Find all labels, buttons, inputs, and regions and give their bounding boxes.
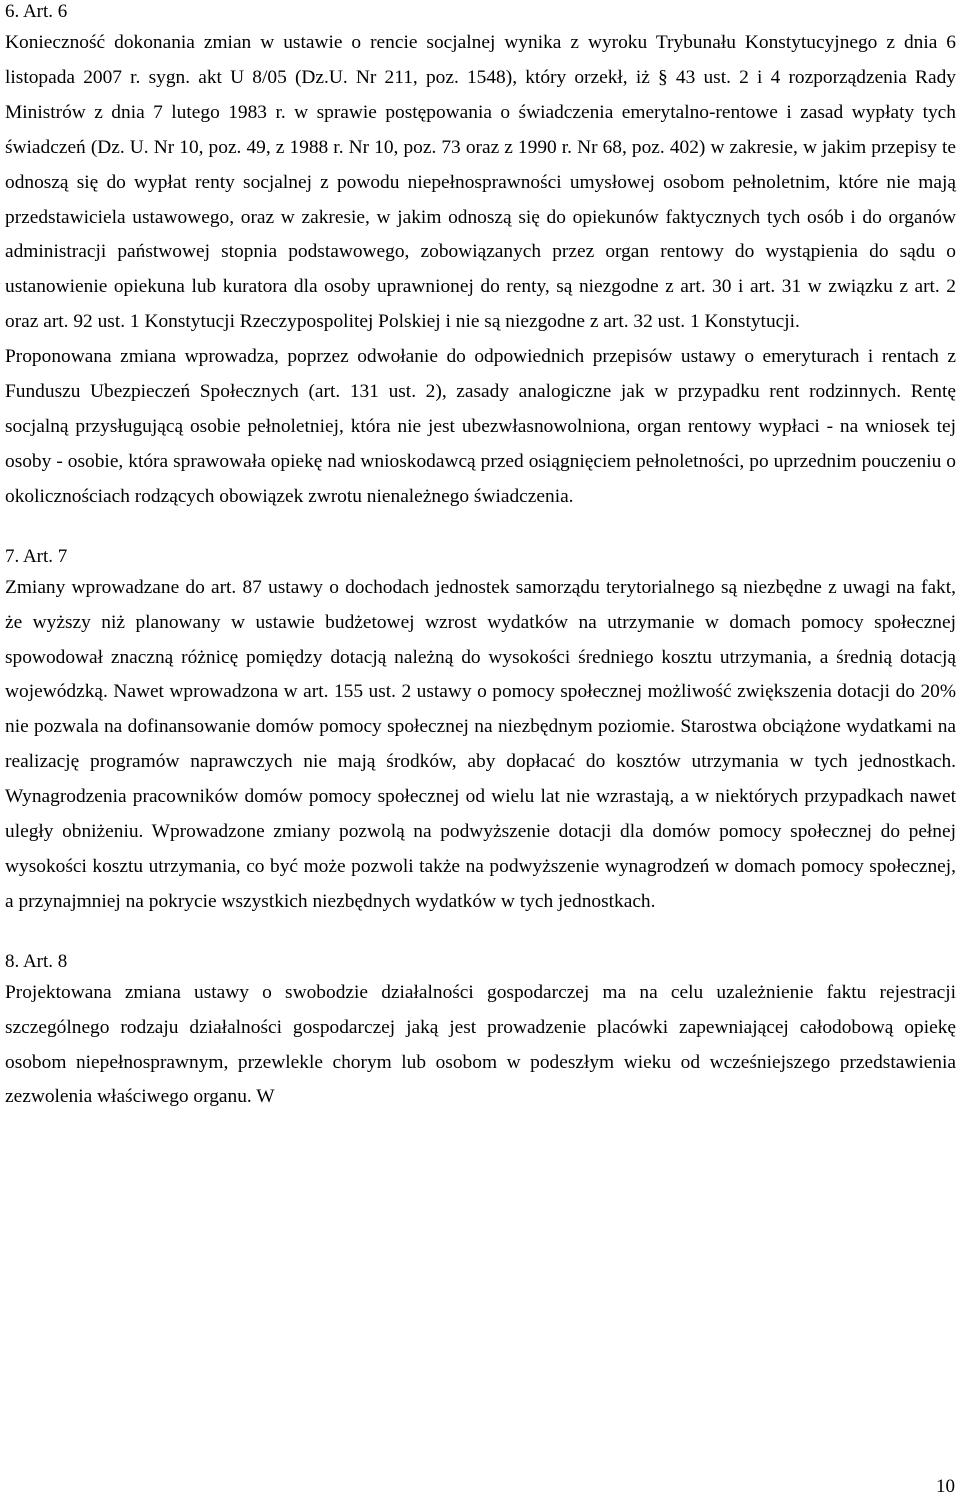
section-heading: 8. Art. 8 — [5, 950, 68, 972]
section-heading: 6. Art. 6 — [5, 1, 68, 22]
paragraph: Proponowana zmiana wprowadza, poprzez odwołanie do odpowiednich przepisów ustawy o emeryturach i rentach z Funduszu Ubezpieczeń Społecznych (art. 131 ust. 2), zasady analogiczne jak w przypadku rent rodzinnych. Rentę socjalną przysługującą osobie pełnoletniej, która nie jest ubezwłasnowolniona, organ rentowy wypłaci - na wniosek tej osoby - osobie, która sprawowała opiekę nad wnioskodawcą przed osiągnięciem pełnoletności, po uprzednim pouczeniu o okolicznościach rodzących obowiązek zwrotu nienależnego świadczenia. — [5, 346, 956, 507]
section-spacer — [5, 920, 956, 950]
paragraph: Konieczność dokonania zmian w ustawie o rencie socjalnej wynika z wyroku Trybunału Konstytucyjnego z dnia 6 listopada 2007 r. sygn. akt U 8/05 (Dz.U. Nr 211, poz. 1548), który orzekł, iż § 43 ust. 2 i 4 rozporządzenia Rady Ministrów z dnia 7 lutego 1983 r. w sprawie postępowania o świadczenia emerytalno-rentowe i zasad wypłaty tych świadczeń (Dz. U. Nr 10, poz. 49, z 1988 r. Nr 10, poz. 73 oraz z 1990 r. Nr 68, poz. 402) w zakresie, w jakim przepisy te odnoszą się do wypłat renty socjalnej z powodu niepełnosprawności umysłowej osobom pełnoletnim, które nie mają przedstawiciela ustawowego, oraz w zakresie, w jakim odnoszą się do opiekunów faktycznych tych osób i do organów administracji państwowej stopnia podstawowego, zobowiązanych przez organ rentowy do wystąpienia do sądu o ustanowienie opiekuna lub kuratora dla osoby uprawnionej do renty, są niezgodne z art. 30 i art. 31 w związku z art. 2 oraz art. 92 ust. 1 Konstytucji Rzeczypospolitej Polskiej i nie są niezgodne z art. 32 ust. 1 Konstytucji. — [5, 32, 956, 333]
section-art-8 — [5, 950, 956, 1116]
section-art-6 — [5, 0, 956, 515]
paragraph: Zmiany wprowadzane do art. 87 ustawy o dochodach jednostek samorządu terytorialnego są niezbędne z uwagi na fakt, że wyższy niż planowany w ustawie budżetowej wzrost wydatków na utrzymanie w domach pomocy społecznej spowodował znaczną różnicę pomiędzy dotacją należną do wysokości średniego kosztu utrzymania, a średnią dotacją wojewódzką. Nawet wprowadzona w art. 155 ust. 2 ustawy o pomocy społecznej możliwość zwiększenia dotacji do 20% nie pozwala na dofinansowanie domów pomocy społecznej na niezbędnym poziomie. Starostwa obciążone wydatkami na realizację programów naprawczych nie mają środków, aby dopłacać do kosztów utrzymania w tych jednostkach. Wynagrodzenia pracowników domów pomocy społecznej od wielu lat nie wzrastają, a w niektórych przypadkach nawet uległy obniżeniu. Wprowadzone zmiany pozwolą na podwyższenie dotacji dla domów pomocy społecznej do pełnej wysokości kosztu utrzymania, co być może pozwoli także na podwyższenie wynagrodzeń w domach pomocy społecznej, a przynajmniej na pokrycie wszystkich niezbędnych wydatków w tych jednostkach. — [5, 576, 956, 912]
page-number: 10 — [936, 1476, 955, 1497]
section-heading: 7. Art. 7 — [5, 545, 68, 567]
section-spacer — [5, 515, 956, 545]
paragraph: Projektowana zmiana ustawy o swobodzie działalności gospodarczej ma na celu uzależnienie faktu rejestracji szczególnego rodzaju działalności gospodarczej jaką jest prowadzenie placówki zapewniającej całodobową opiekę osobom niepełnosprawnym, przewlekle chorym lub osobom w podeszłym wieku od wcześniejszego przedstawienia zezwolenia właściwego organu. W — [5, 981, 956, 1108]
section-art-7 — [5, 545, 956, 920]
document-page — [5, 0, 956, 1502]
